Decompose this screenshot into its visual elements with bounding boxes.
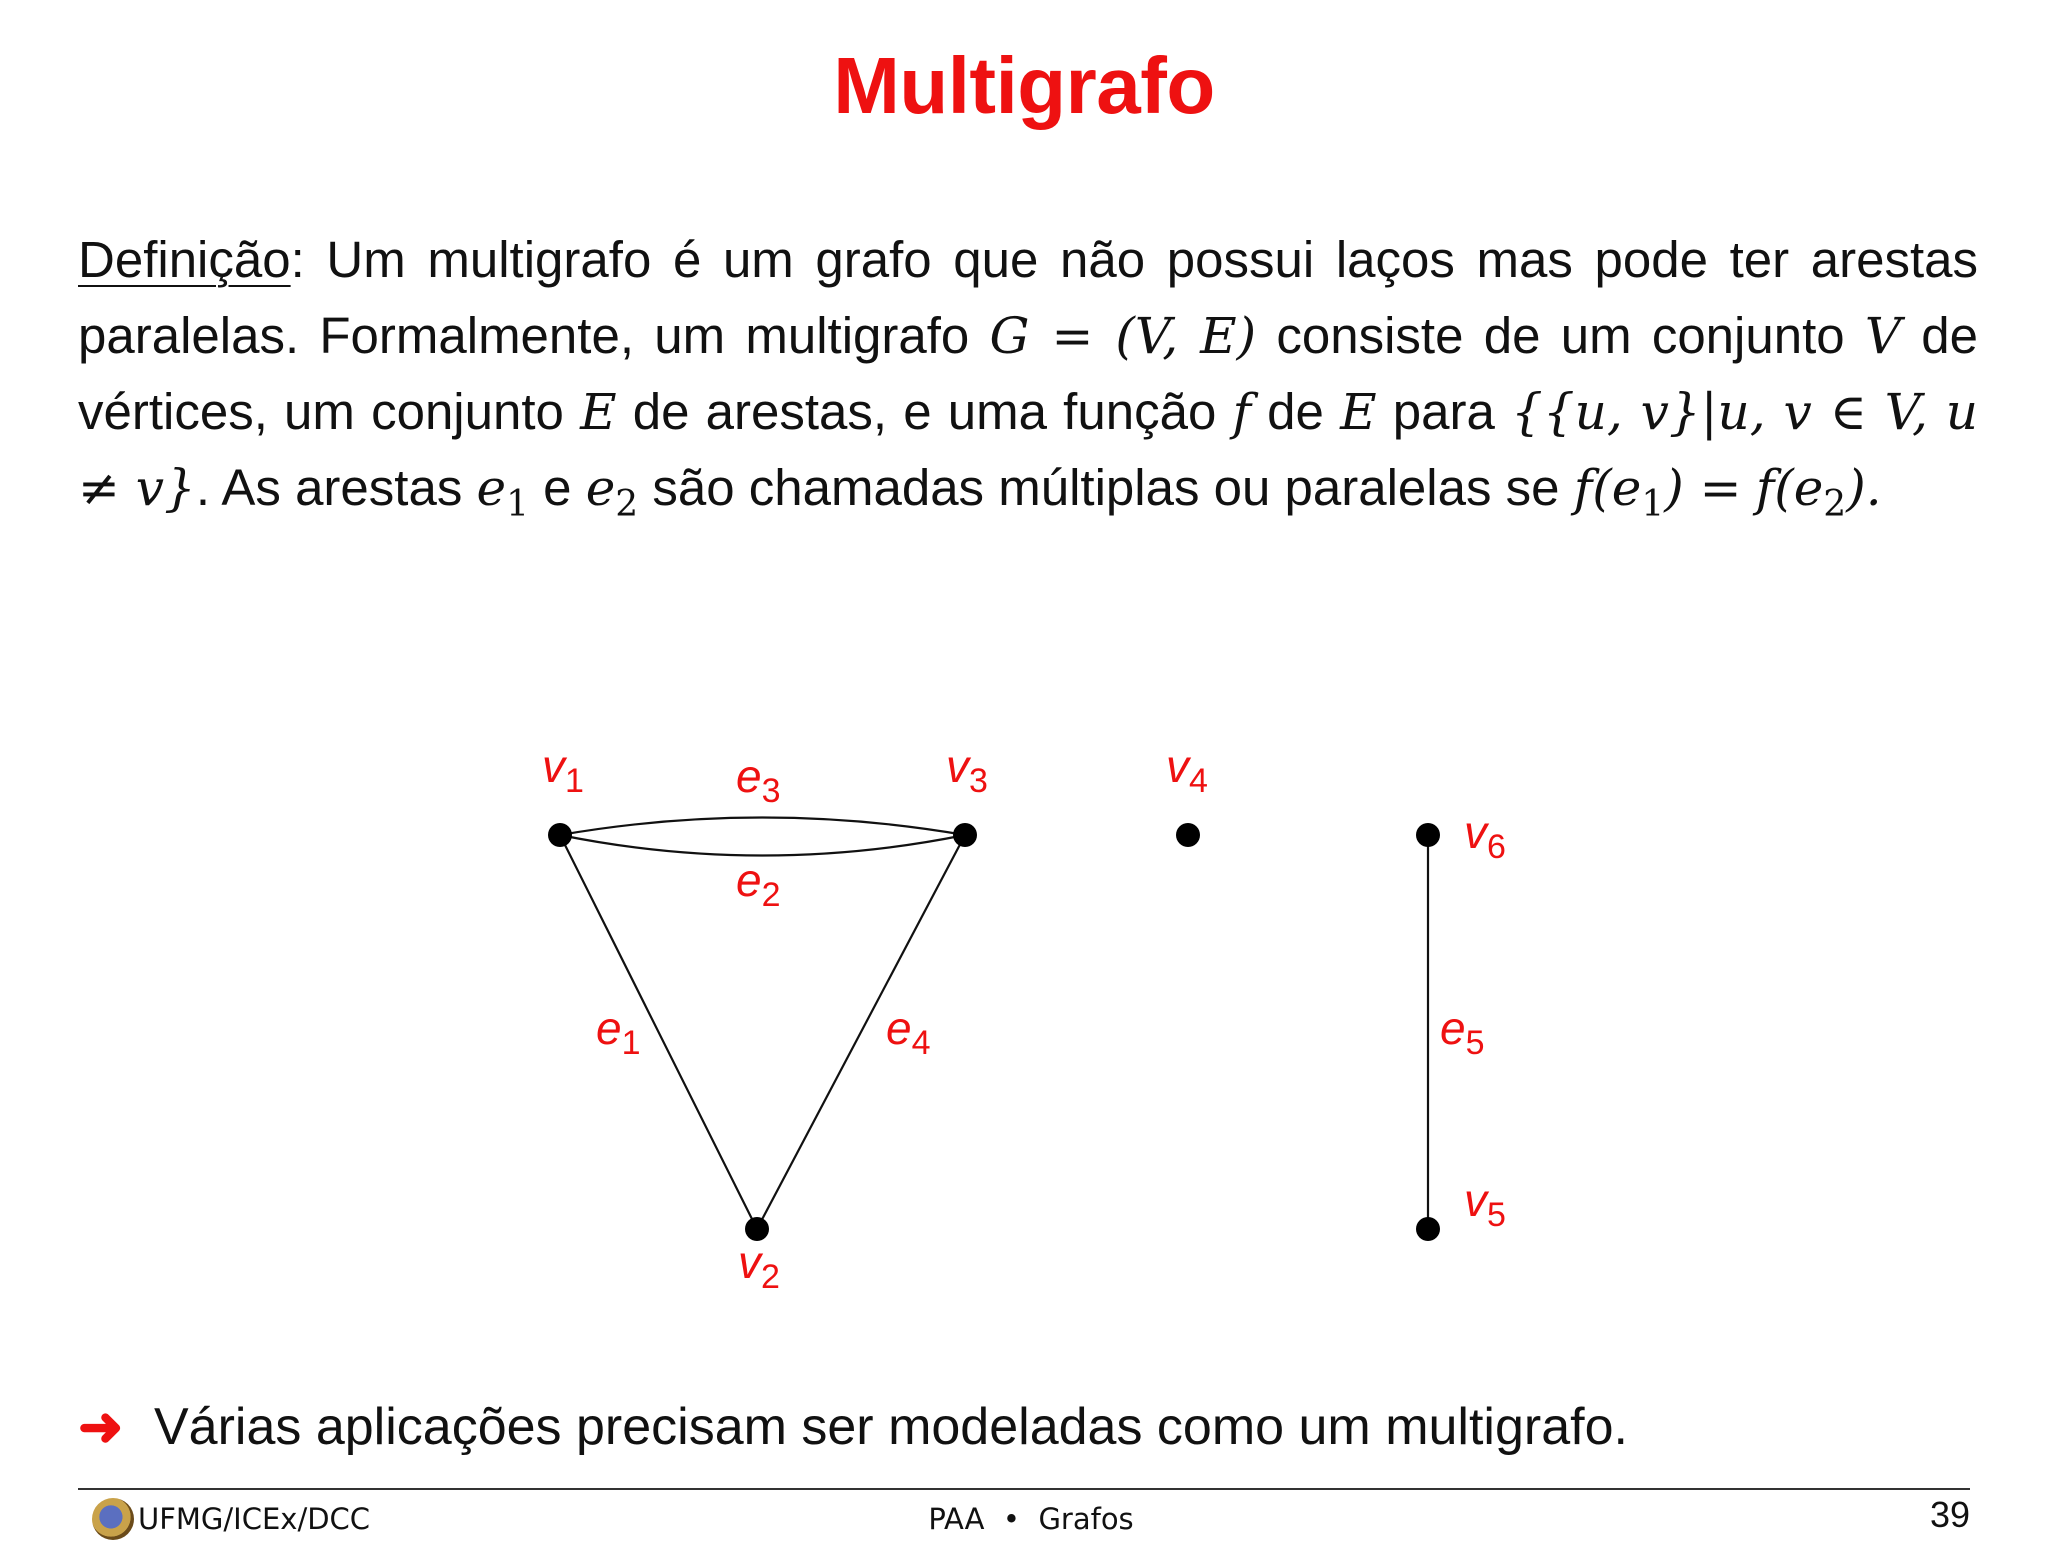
edge-e4: [757, 835, 965, 1229]
bullet-item: [78, 1392, 1628, 1462]
footer-topic: Grafos: [1038, 1502, 1134, 1536]
definition-text: de vértices, um conjunto: [78, 307, 1979, 440]
math-codomain: {{u, v}|u, v ∈ V, u ≠ v}: [78, 383, 1978, 517]
vertex-label-v5: $v_5$: [1464, 1174, 1506, 1234]
footer-divider: [78, 1488, 1970, 1490]
vertex-v4: [1176, 823, 1200, 847]
definition-label: Definição: [78, 231, 291, 288]
footer-separator: •: [1002, 1502, 1020, 1536]
vertex-label-v6: $v_6$: [1464, 806, 1506, 866]
definition-text: . As arestas: [195, 459, 477, 516]
vertex-label-v3: $v_3$: [946, 740, 988, 800]
vertex-v6: [1416, 823, 1440, 847]
math-edge-set: E: [580, 383, 617, 441]
vertex-label-v4: $v_4$: [1166, 740, 1208, 800]
definition-text: e: [528, 459, 586, 516]
edge-label-e1: $e_1$: [596, 1002, 641, 1062]
vertex-v5: [1416, 1217, 1440, 1241]
edge-label-e4: $e_4$: [886, 1002, 931, 1062]
footer: [92, 1494, 1970, 1544]
page-number: 39: [1929, 1494, 1970, 1535]
definition-text: são chamadas múltiplas ou paralelas se: [638, 459, 1574, 516]
bullet-text: Várias aplicações precisam ser modeladas como um multigrafo.: [154, 1398, 1628, 1456]
edge-e2: [560, 835, 965, 856]
definition-text: de arestas, e uma função: [616, 383, 1233, 440]
math-f-e2: $f(e_2)$.: [1755, 459, 1882, 525]
definition-text: : Um multigrafo é um grafo que não possui laços mas pode ter arestas paralelas. Formalmente, um multigrafo: [78, 231, 1978, 364]
edge-e1: [560, 835, 757, 1229]
edge-label-e3: $e_3$: [736, 750, 781, 810]
math-vertex-set: V: [1864, 307, 1902, 365]
math-edge-set: E: [1340, 383, 1377, 441]
vertex-label-v2: $v_2$: [738, 1236, 780, 1296]
math-graph: G = (V, E): [989, 307, 1257, 365]
math-edge-e1: $e_1$: [476, 459, 529, 525]
vertex-v3: [953, 823, 977, 847]
definition-text: de: [1251, 383, 1341, 440]
footer-course: [92, 1502, 1970, 1536]
vertex-v1: [548, 823, 572, 847]
edge-label-e2: $e_2$: [736, 854, 781, 914]
footer-course-name: PAA: [928, 1502, 985, 1536]
edge-label-e5: $e_5$: [1440, 1002, 1485, 1062]
footer-institution-text: UFMG/ICEx/DCC: [138, 1502, 371, 1536]
slide-title: Multigrafo: [833, 41, 1215, 130]
math-edge-e2: $e_2$: [585, 459, 639, 525]
definition-text: para: [1376, 383, 1512, 440]
definition-text: consiste de um conjunto: [1256, 307, 1865, 364]
vertex-label-v1: $v_1$: [542, 740, 584, 800]
math-function: f: [1232, 383, 1251, 441]
math-f-e1: $f(e_1)$ =: [1573, 459, 1742, 525]
right-arrow-icon: ➜: [78, 1397, 124, 1457]
edge-e3: [560, 818, 965, 836]
